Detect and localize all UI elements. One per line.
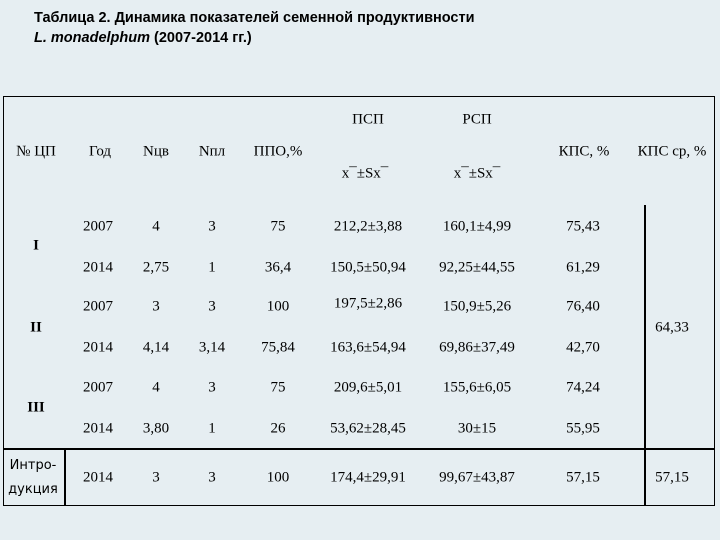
group-label-3: III bbox=[27, 399, 45, 416]
table-cell: 1 bbox=[208, 420, 216, 437]
table-cell: 100 bbox=[266, 298, 290, 315]
table-cell: 53,62±28,45 bbox=[330, 420, 406, 437]
table-cell: 212,2±3,88 bbox=[333, 218, 403, 235]
table-cell: 61,29 bbox=[566, 259, 600, 276]
species-name: L. monadelphum bbox=[34, 30, 150, 46]
table-cell: 3 bbox=[152, 469, 160, 486]
table-cell: 3 bbox=[208, 218, 216, 235]
title-line-2 bbox=[34, 28, 475, 48]
table-cell: 55,95 bbox=[566, 420, 600, 437]
table-cell: 3 bbox=[208, 379, 216, 396]
header-psp: ПСП bbox=[352, 111, 384, 128]
group-label-2: II bbox=[30, 319, 42, 336]
header-year: Год bbox=[88, 143, 112, 160]
table-cell: 92,25±44,55 bbox=[439, 259, 515, 276]
header-kps-avg: КПС ср, % bbox=[637, 143, 707, 160]
table-cell: 76,40 bbox=[566, 298, 600, 315]
table-cell: 209,6±5,01 bbox=[333, 379, 403, 396]
kps-average-introduction: 57,15 bbox=[655, 469, 689, 486]
table-cell: 69,86±37,49 bbox=[439, 339, 515, 356]
table-cell: 30±15 bbox=[457, 420, 497, 437]
table-cell: 2007 bbox=[83, 218, 113, 235]
kps-average-main: 64,33 bbox=[655, 319, 689, 336]
table-cell: 75,84 bbox=[261, 339, 295, 356]
title-years: (2007-2014 гг.) bbox=[150, 30, 252, 46]
table-cell: 74,24 bbox=[566, 379, 600, 396]
table-cell: 26 bbox=[270, 420, 286, 437]
table-cell: 4,14 bbox=[142, 339, 170, 356]
table-cell: 150,9±5,26 bbox=[442, 298, 512, 315]
table-cell: 160,1±4,99 bbox=[442, 218, 512, 235]
table-cell: 174,4±29,91 bbox=[330, 469, 406, 486]
table-cell: 4 bbox=[152, 379, 160, 396]
table-cell: 2007 bbox=[83, 379, 113, 396]
table-cell: 3,14 bbox=[198, 339, 226, 356]
header-cp: № ЦП bbox=[16, 143, 56, 160]
group-label-introduction bbox=[8, 454, 58, 502]
table-cell: 155,6±6,05 bbox=[442, 379, 512, 396]
table-cell: 3 bbox=[208, 298, 216, 315]
table-cell: 42,70 bbox=[566, 339, 600, 356]
table-cell: 1 bbox=[208, 259, 216, 276]
table-cell: 4 bbox=[152, 218, 160, 235]
header-npl: Nпл bbox=[198, 143, 226, 160]
header-rsp: РСП bbox=[462, 111, 492, 128]
document-title bbox=[34, 8, 475, 48]
header-ppo: ППО,% bbox=[253, 143, 303, 160]
table-divider bbox=[64, 450, 66, 506]
table-cell: 3,80 bbox=[142, 420, 170, 437]
table-cell: 3 bbox=[152, 298, 160, 315]
table-cell: 163,6±54,94 bbox=[330, 339, 406, 356]
group-label-introduction-line-1: Интро- bbox=[9, 458, 57, 473]
table-cell: 75 bbox=[270, 218, 286, 235]
table-cell: 197,5±2,86 bbox=[333, 295, 403, 312]
table-cell: 2014 bbox=[83, 259, 113, 276]
table-cell: 99,67±43,87 bbox=[439, 469, 515, 486]
table-cell: 2014 bbox=[83, 469, 113, 486]
header-kps: КПС, % bbox=[558, 143, 610, 160]
table-cell: 75,43 bbox=[566, 218, 600, 235]
table-divider bbox=[644, 205, 646, 506]
table-cell: 2,75 bbox=[142, 259, 170, 276]
table-cell: 36,4 bbox=[264, 259, 292, 276]
header-ncv: Nцв bbox=[143, 143, 169, 160]
table-cell: 3 bbox=[208, 469, 216, 486]
table-cell: 75 bbox=[270, 379, 286, 396]
group-label-introduction-line-2: дукция bbox=[8, 482, 58, 497]
table-cell: 2007 bbox=[83, 298, 113, 315]
title-line-1: Таблица 2. Динамика показателей семенной продуктивности bbox=[34, 10, 475, 26]
table-cell: 150,5±50,94 bbox=[330, 259, 406, 276]
table-cell: 100 bbox=[266, 469, 290, 486]
table-cell: 57,15 bbox=[566, 469, 600, 486]
group-label-1: I bbox=[33, 237, 39, 254]
header-rsp-sub: x¯±Sx¯ bbox=[453, 165, 501, 182]
table-cell: 2014 bbox=[83, 420, 113, 437]
header-psp-sub: x¯±Sx¯ bbox=[341, 165, 389, 182]
table-cell: 2014 bbox=[83, 339, 113, 356]
table-divider bbox=[3, 448, 715, 450]
